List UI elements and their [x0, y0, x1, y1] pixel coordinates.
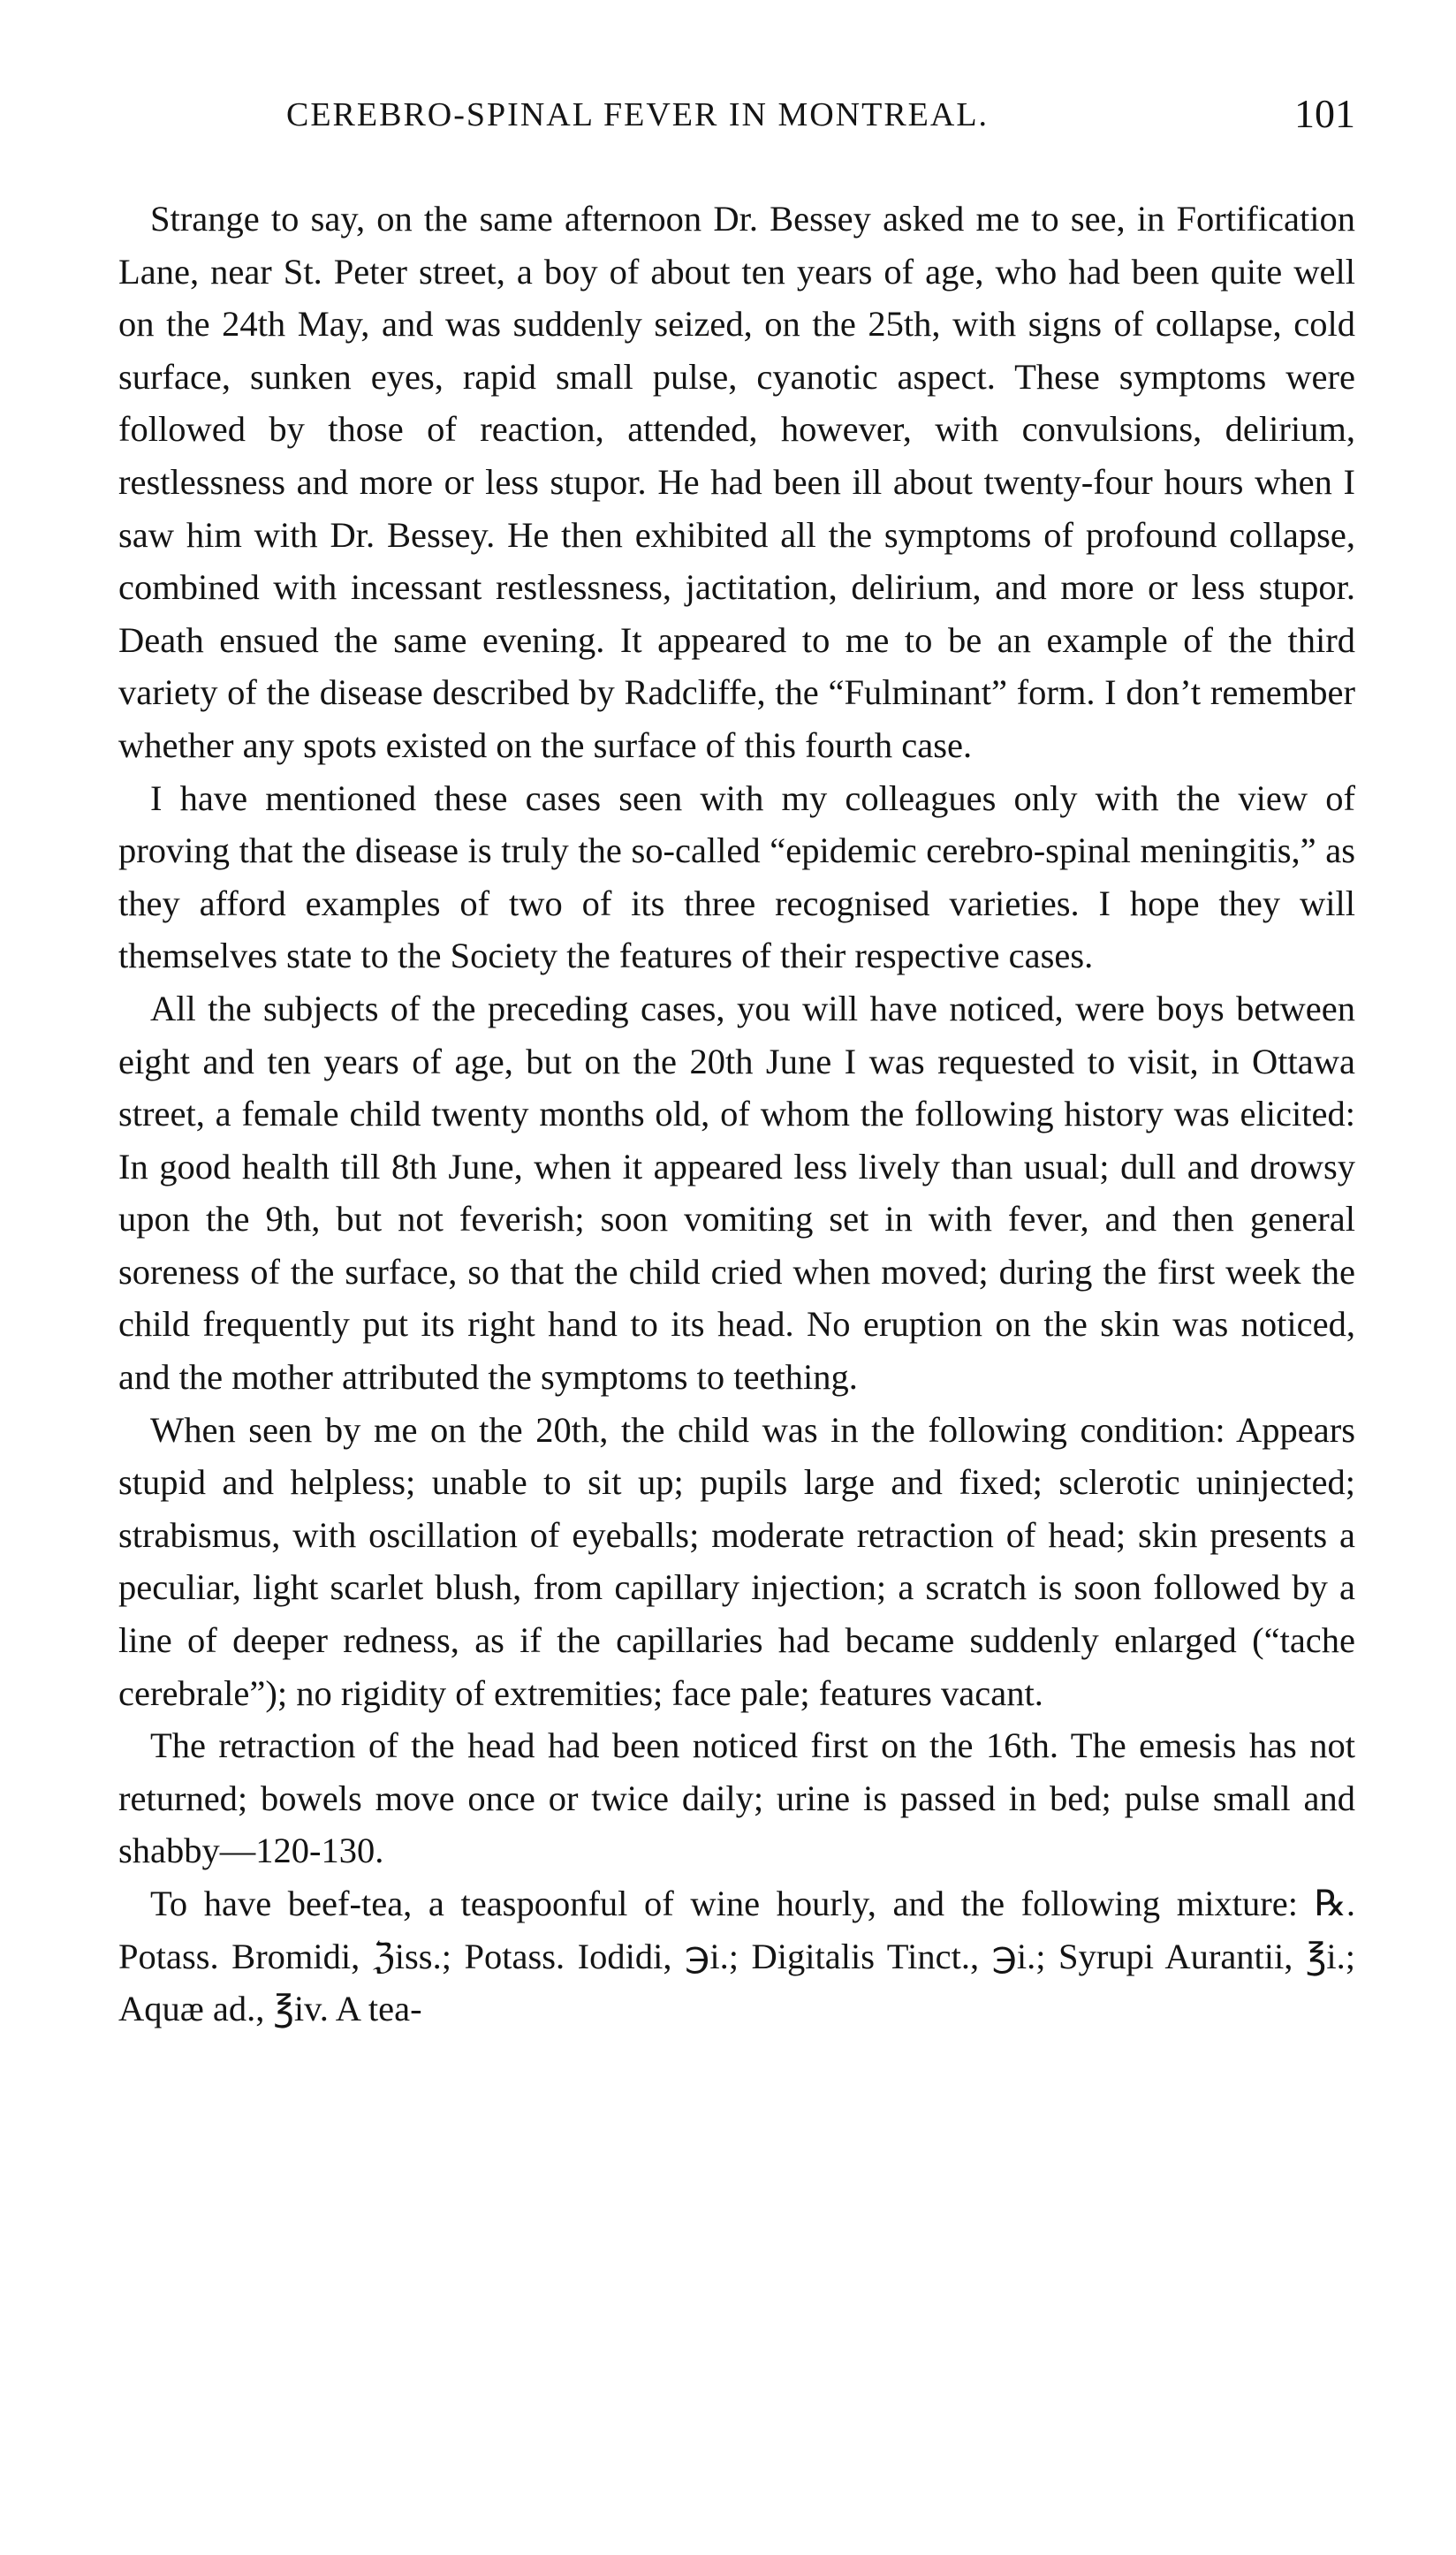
running-title: CEREBRO-SPINAL FEVER IN MONTREAL.: [286, 96, 990, 133]
page-number: 101: [1294, 91, 1355, 136]
paragraph-fourth-case: Strange to say, on the same afternoon Dr. Bessey asked me to see, in Fortification Lane, near St. Peter street, a boy of about ten years of age, who had been quite well on the 24th May, and was suddenly seized, on the 25th, with signs of collapse, cold surface, sunken eyes, rapid small pulse, cyanotic aspect. These symptoms were followed by those of reaction, attended, however, with convulsions, delirium, restlessness and more or less stupor. He had been ill about twenty-four hours when I saw him with Dr. Bessey. He then exhibited all the symptoms of profound collapse, combined with incessant restlessness, jactitation, delirium, and more or less stupor. Death ensued the same evening. It appeared to me to be an example of the third variety of the disease described by Radcliffe, the “Fulminant” form. I don’t remember whether any spots existed on the surface of this fourth case.: [118, 199, 1355, 765]
paragraph-female-child-history: All the subjects of the preceding cases, you will have noticed, were boys between eight and ten years of age, but on the 20th June I was requested to visit, in Ottawa street, a female child twenty months old, of whom the following history was elicited: In good health till 8th June, when it appeared less lively than usual; dull and drowsy upon the 9th, but not feverish; soon vomiting set in with fever, and then general soreness of the surface, so that the child cried when moved; during the first week the child frequently put its right hand to its head. No eruption on the skin was noticed, and the mother attributed the symptoms to teething.: [118, 988, 1355, 1398]
paragraph-colleagues-cases: I have mentioned these cases seen with my colleagues only with the view of proving that the disease is truly the so-called “epidemic cerebro-spinal meningitis,” as they afford examples of two of its three recognised varieties. I hope they will themselves state to the Society the features of their respective cases.: [118, 777, 1355, 976]
body-text: [118, 193, 1355, 2036]
paragraph-treatment: To have beef-tea, a teaspoonful of wine hourly, and the following mixture: ℞. Potass. Bromidi, ℨiss.; Potass. Iodidi, ℈i.; Digitalis Tinct., ℈i.; Syrupi Aurantii, ℥i.; Aquæ ad., ℥iv. A tea-: [118, 1884, 1355, 2029]
book-page: [118, 85, 1355, 2036]
paragraph-condition-on-20th: When seen by me on the 20th, the child was in the following condition: Appears stupid and helpless; unable to sit up; pupils large and fixed; sclerotic uninjected; strabismus, with oscillation of eyeballs; moderate retraction of head; skin presents a peculiar, light scarlet blush, from capillary injection; a scratch is soon followed by a line of deeper redness, as if the capillaries had became suddenly enlarged (“tache cerebrale”); no rigidity of extremities; face pale; features vacant.: [118, 1409, 1355, 1713]
running-head: [118, 85, 1355, 157]
paragraph-retraction: The retraction of the head had been noticed first on the 16th. The emesis has not returned; bowels move once or twice daily; urine is passed in bed; pulse small and shabby—120-130.: [118, 1725, 1355, 1871]
